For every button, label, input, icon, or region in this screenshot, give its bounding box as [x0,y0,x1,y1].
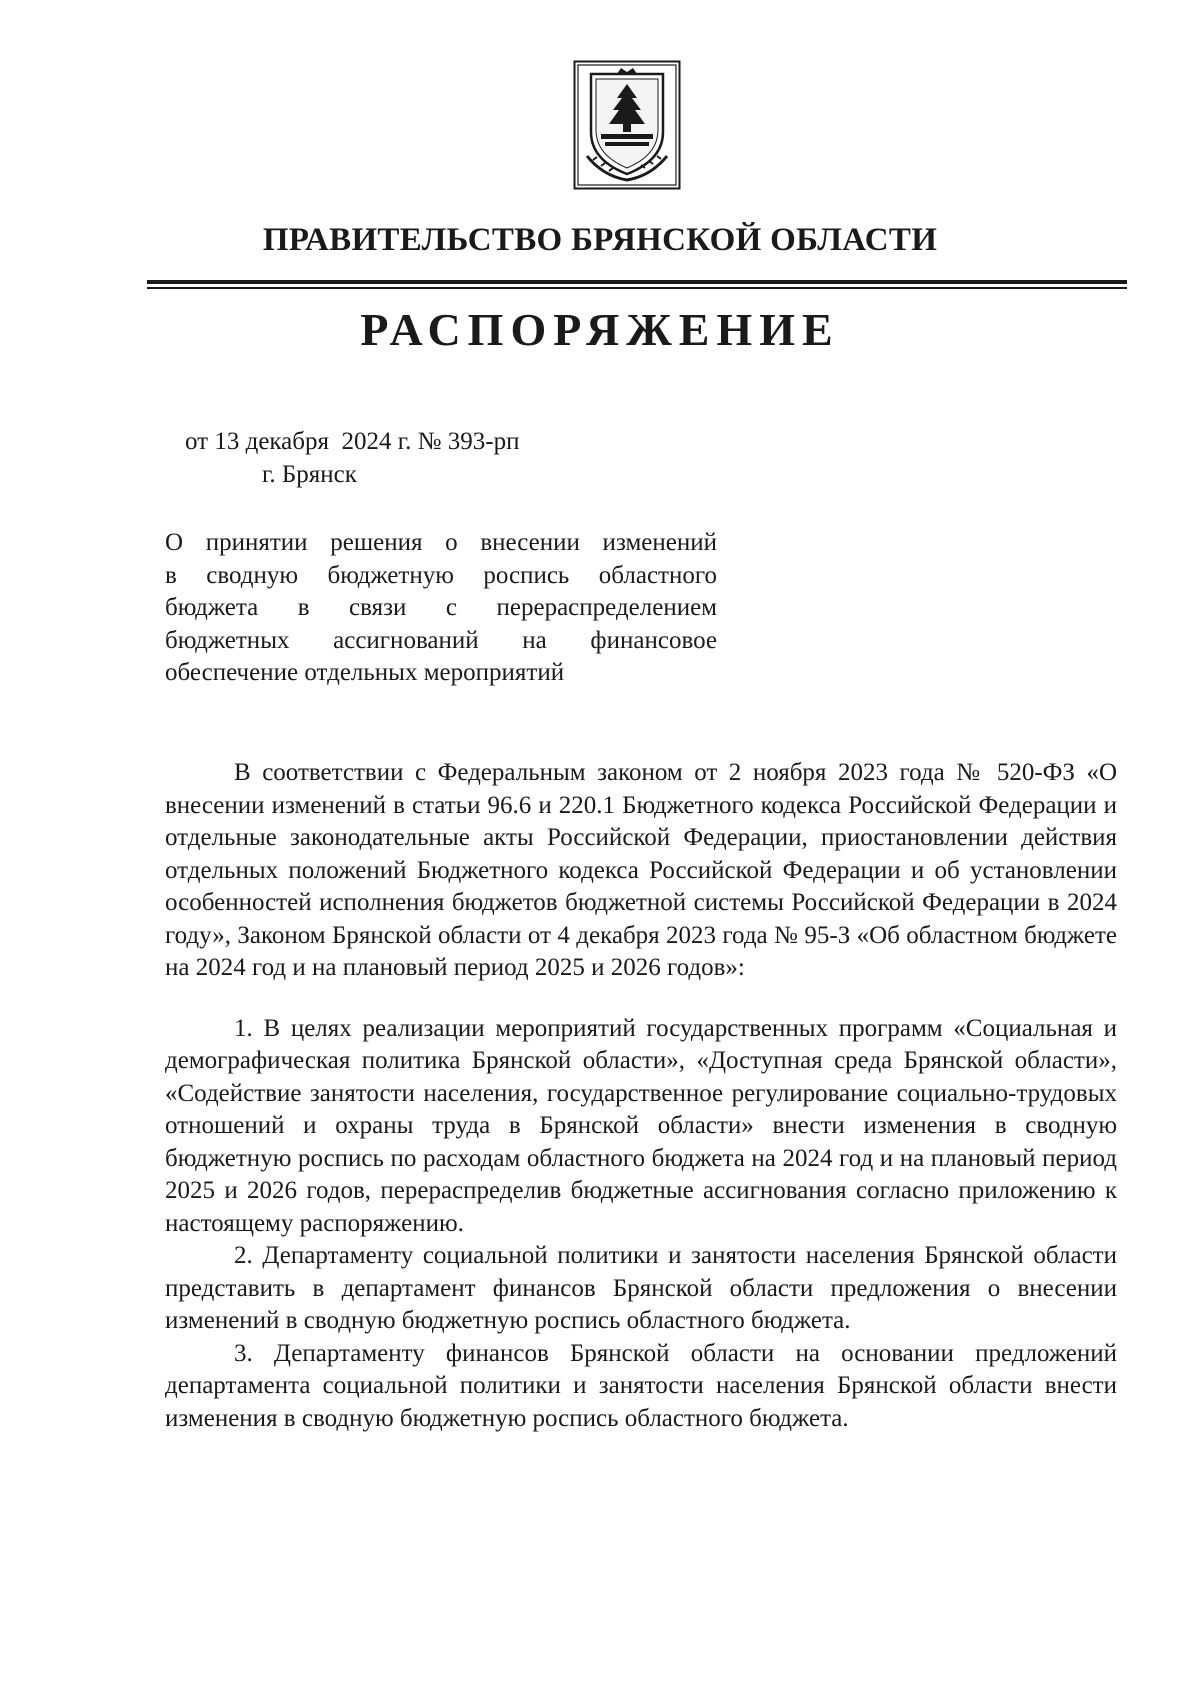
preamble-paragraph: В соответствии с Федеральным законом от 2 ноября 2023 года № 520-ФЗ «О внесении изменений в статьи 96.6 и 220.1 Бюджетного кодекса Российской Федерации и отдельные законодательные акты Российской Федерации, приостановлении действия отдельных положений Бюджетного кодекса Российской Федерации и об установлении особенностей исполнения бюджетов бюджетной системы Российской Федерации в 2024 году», Законом Брянской области от 4 декабря 2023 года № 95-З «Об областном бюджете на 2024 год и на плановый период 2025 и 2026 годов»: [165,759,1117,981]
subject-line: обеспечение отдельных мероприятий [165,659,565,686]
item-paragraph-2: 2. Департаменту социальной политики и занятости населения Брянской области представить в департамент финансов Брянской области предложения о внесении изменений в сводную бюджетную роспись областного бюджета. [165,1242,1117,1334]
subject-line: бюджета в связи с перераспределением [165,594,717,621]
item-paragraph-3: 3. Департаменту финансов Брянской области на основании предложений департамента социальной политики и занятости населения Брянской области внести изменения в сводную бюджетную роспись областного бюджета. [165,1339,1117,1432]
subject-line: в сводную бюджетную роспись областного [165,561,717,589]
coat-of-arms-icon [573,60,681,190]
item-paragraph-1: 1. В целях реализации мероприятий государственных программ «Социальная и демографическая политика Брянской области», «Доступная среда Брянской области», «Содействие занятости населения, государственное регулирование социально-трудовых отношений и охраны труда в Брянской области» внести изменения в сводную бюджетную роспись по расходам областного бюджета на 2024 год и на плановый период 2025 и 2026 годов, перераспределив бюджетные ассигнования согласно приложению к настоящему распоряжению. [165,1014,1117,1237]
document-body [165,757,1117,1435]
document-subject [165,527,717,690]
document-date-number: от 13 декабря 2024 г. № 393-рп [185,428,520,455]
subject-line: О принятии решения о внесении изменений [165,529,717,556]
organization-title: ПРАВИТЕЛЬСТВО БРЯНСКОЙ ОБЛАСТИ [262,222,938,258]
subject-line: бюджетных ассигнований на финансовое [165,626,717,654]
document-type-title: РАСПОРЯЖЕНИЕ [360,304,840,355]
header-rule-thin [147,287,1127,289]
header-rule-thick [147,280,1127,284]
document-city: г. Брянск [262,461,357,488]
